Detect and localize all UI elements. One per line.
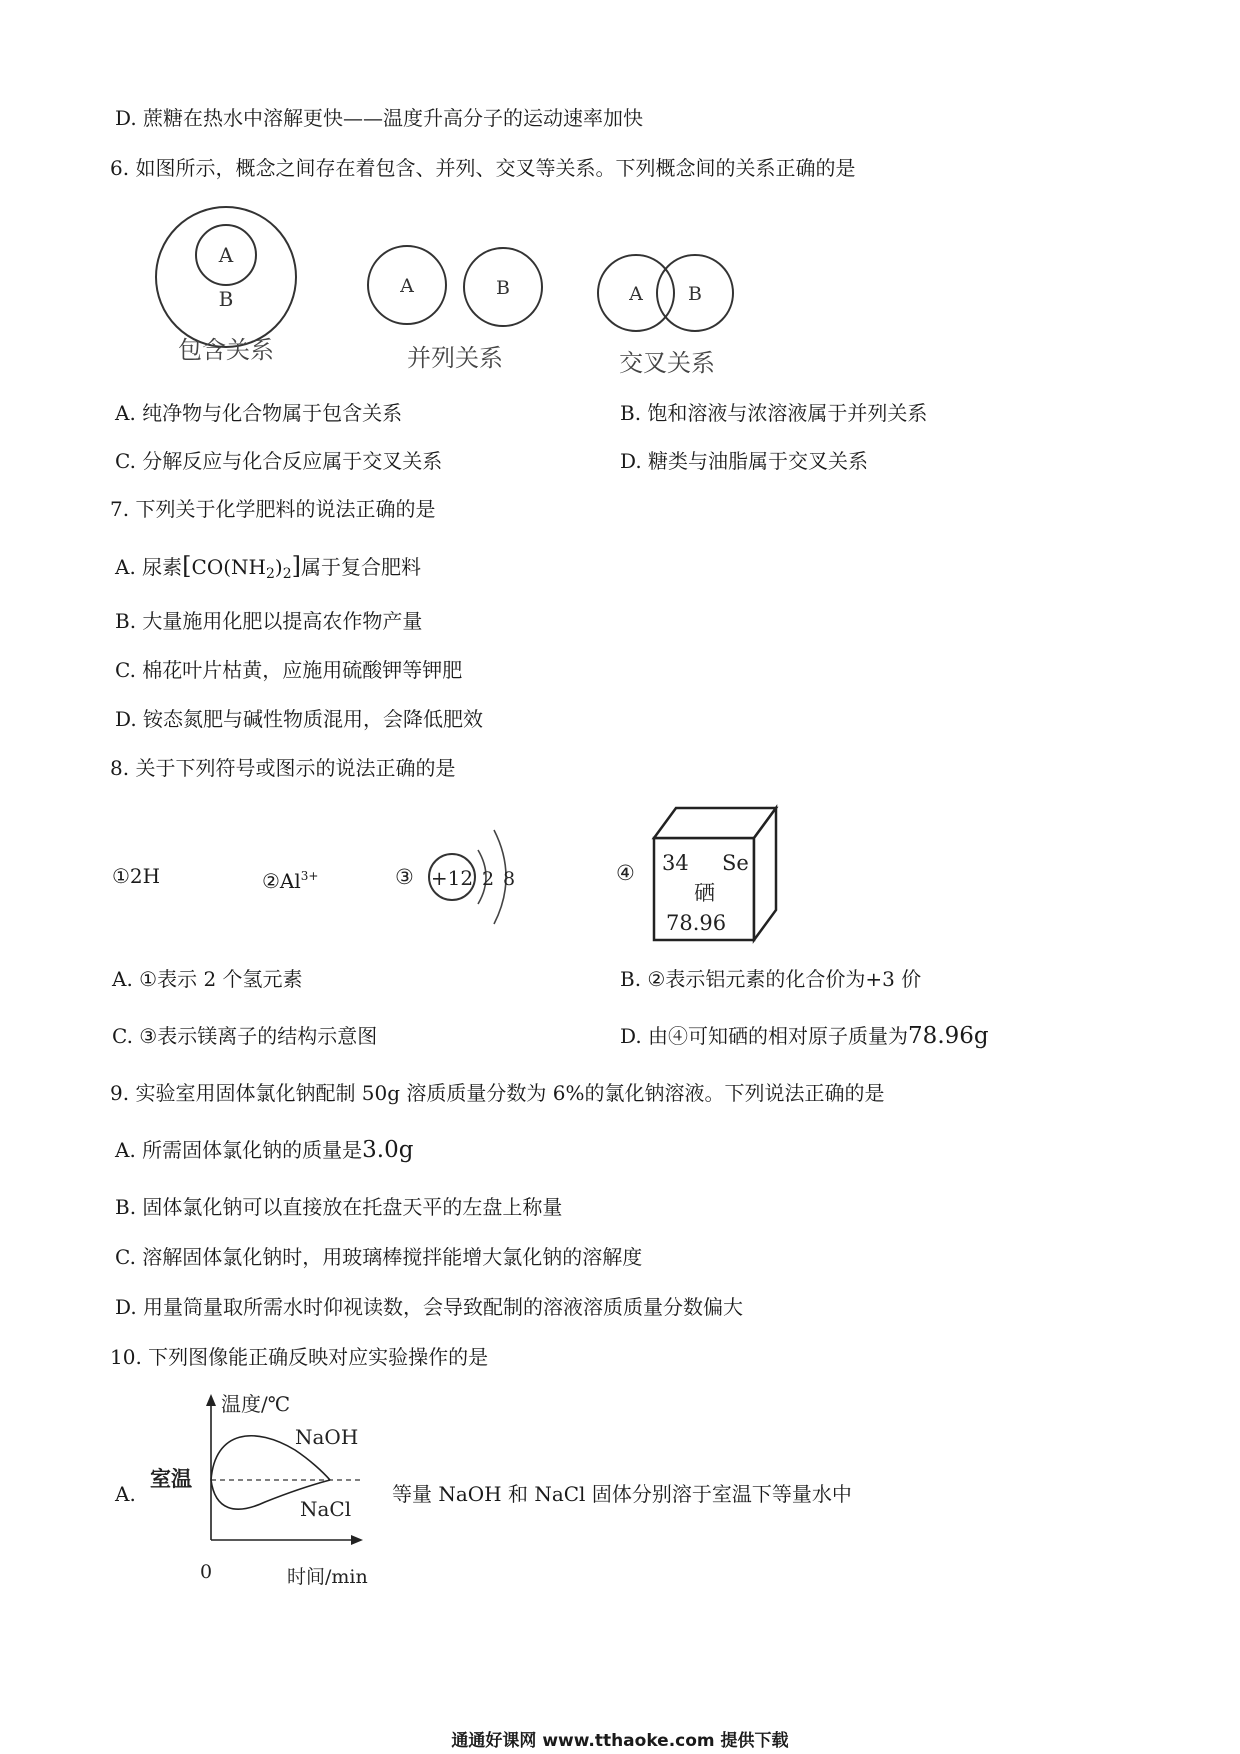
q6-option-a: A. 纯净物与化合物属于包含关系 [115,401,403,425]
nucleus-charge: +12 [430,866,474,890]
concept-relation-diagram [140,195,760,385]
se-atomic-mass: 78.96 [666,911,727,935]
naoh-label: NaOH [295,1425,359,1449]
contain-relation [156,207,296,347]
urea-main: CO(NH [191,555,266,579]
q6-option-c: C. 分解反应与化合反应属于交叉关系 [115,449,443,473]
urea-sub2: 2 [282,566,292,582]
bracket-open: [ [182,552,192,580]
al-symbol: ②Al [262,869,301,893]
q7-option-a [115,552,421,588]
q9-option-d: D. 用量筒量取所需水时仰视读数，会导致配制的溶液溶质质量分数偏大 [115,1295,744,1319]
q7-stem: 7. 下列关于化学肥料的说法正确的是 [110,497,436,521]
parallel-relation [368,246,542,326]
cross-a: A [629,283,643,305]
contain-a: A [218,243,234,267]
q8-symbol-1: ①2H [112,864,161,888]
q9-option-a [115,1136,413,1164]
cross-b: B [688,283,702,305]
sym3-label: ③ [395,865,414,889]
q8-option-a: A. ①表示 2 个氢元素 [112,967,303,991]
contain-label: 包含关系 [178,336,274,364]
q8-symbol-2 [262,862,318,895]
q10-option-a-description: 等量 NaOH 和 NaCl 固体分别溶于室温下等量水中 [392,1482,852,1506]
q7-option-c: C. 棉花叶片枯黄，应施用硫酸钾等钾肥 [115,658,463,682]
q8-option-c: C. ③表示镁离子的结构示意图 [112,1024,378,1048]
cross-relation [598,255,733,331]
q7-option-b: B. 大量施用化肥以提高农作物产量 [115,609,423,633]
parallel-label: 并列关系 [407,344,503,372]
q9-option-a-text: A. 所需固体氯化钠的质量是 [115,1138,363,1162]
electron-shell-1: 2 [481,868,495,890]
graph-room-temp: 室温 [150,1466,192,1491]
urea-close: ) [274,555,283,579]
se-atomic-number: 34 [662,851,689,875]
q8-stem: 8. 关于下列符号或图示的说法正确的是 [110,756,456,780]
graph-origin: 0 [199,1561,213,1583]
urea-sub1: 2 [266,566,275,582]
magnesium-ion-structure [395,805,545,945]
selenium-element-card [612,800,782,950]
electron-shell-2: 8 [502,868,516,890]
nacl-label: NaCl [300,1497,352,1521]
se-name: 硒 [694,881,715,905]
parallel-b: B [496,277,510,299]
q8-option-d-value: 78.96g [908,1023,989,1049]
q6-option-b: B. 饱和溶液与浓溶液属于并列关系 [620,401,928,425]
q9-option-a-value: 3.0g [362,1137,414,1163]
dissolution-temperature-graph [145,1390,395,1595]
q8-option-d-text: D. 由④可知硒的相对原子质量为 [620,1024,909,1048]
urea-formula [191,555,292,582]
q6-option-d: D. 糖类与油脂属于交叉关系 [620,449,869,473]
q8-option-d [620,1022,989,1050]
q8-option-b: B. ②表示铝元素的化合价为+3 价 [620,967,922,991]
al-charge: 3+ [300,869,319,883]
q6-stem: 6. 如图所示，概念之间存在着包含、并列、交叉等关系。下列概念间的关系正确的是 [110,156,856,180]
sym4-label: ④ [616,861,635,885]
q5-option-d: D. 蔗糖在热水中溶解更快——温度升高分子的运动速率加快 [115,106,644,130]
se-symbol: Se [722,851,749,875]
q9-option-c: C. 溶解固体氯化钠时，用玻璃棒搅拌能增大氯化钠的溶解度 [115,1245,643,1269]
graph-ylabel: 温度/℃ [221,1392,291,1416]
page-footer: 通通好课网 www.tthaoke.com 提供下载 [451,1731,789,1751]
contain-b: B [218,287,234,311]
q9-option-b: B. 固体氯化钠可以直接放在托盘天平的左盘上称量 [115,1195,563,1219]
q7-option-a-suffix: 属于复合肥料 [301,555,422,579]
q10-option-a-label: A. [115,1482,136,1506]
graph-xlabel: 时间/min [287,1566,368,1588]
q7-option-d: D. 铵态氮肥与碱性物质混用，会降低肥效 [115,707,484,731]
bracket-close: ] [291,552,302,580]
cross-label: 交叉关系 [619,349,715,377]
q10-stem: 10. 下列图像能正确反映对应实验操作的是 [110,1345,489,1369]
q7-option-a-prefix: A. 尿素 [115,555,183,579]
q9-stem: 9. 实验室用固体氯化钠配制 50g 溶质质量分数为 6%的氯化钠溶液。下列说法正确的是 [110,1081,885,1105]
parallel-a: A [400,275,414,297]
